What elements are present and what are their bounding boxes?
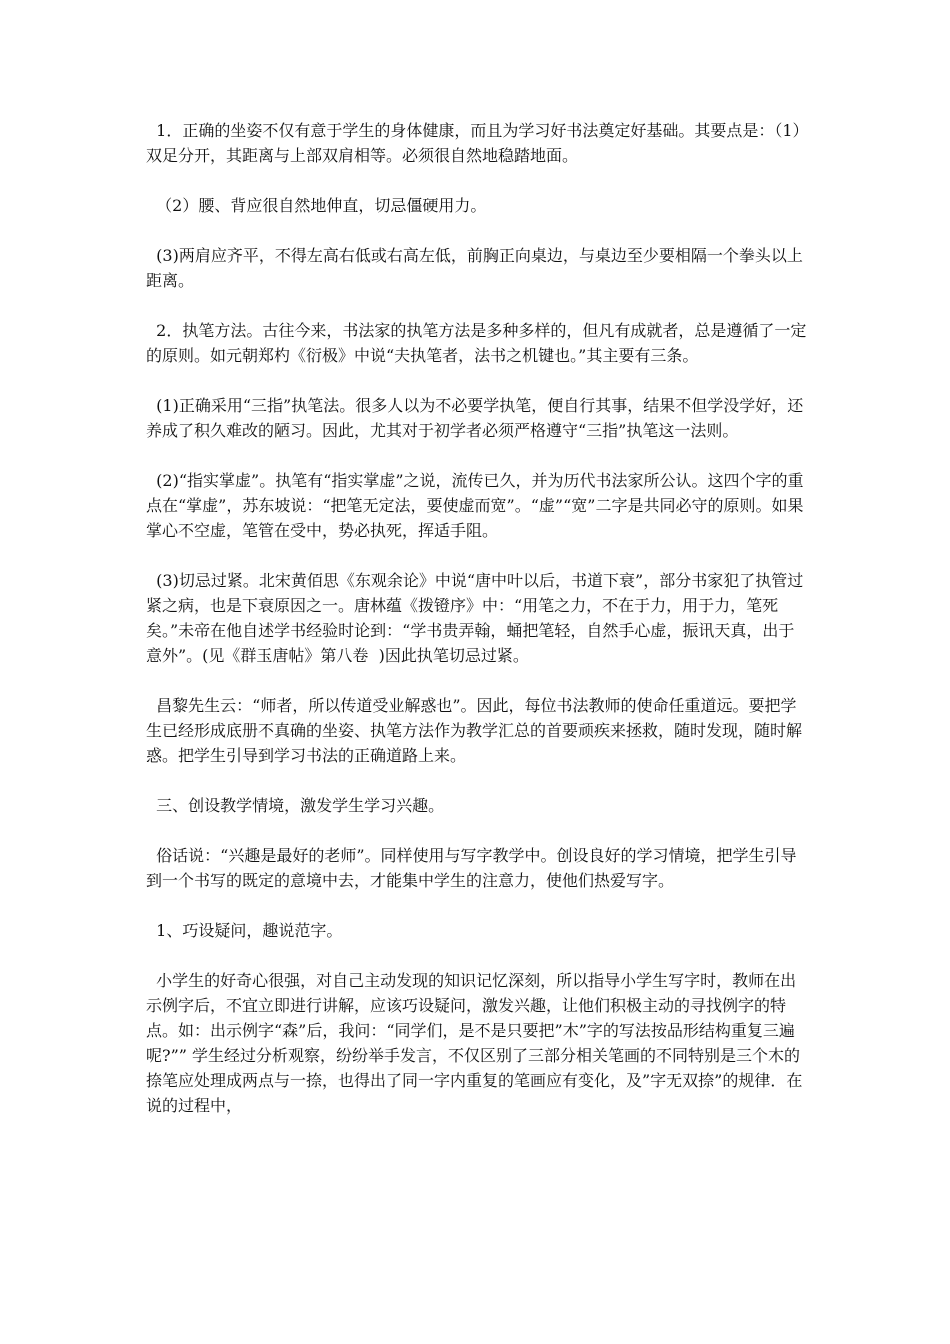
paragraph-sitting-posture: 1．正确的坐姿不仅有意于学生的身体健康，而且为学习好书法奠定好基础。其要点是：（1）双足分开，其距离与上部双肩相等。必须很自然地稳踏地面。: [146, 121, 809, 165]
paragraph-solid-fingers-empty-palm: (2)“指实掌虚”。执笔有“指实掌虚”之说，流传已久，并为历代书法家所公认。这四个字的重点在“掌虚”，苏东坡说：“把笔无定法，要使虚而宽”。“虚”“宽”二字是共同必守的原则。如果掌心不空虚，笔管在受中，势必执死，挥适手阻。: [146, 471, 804, 540]
paragraph-teacher-mission: 昌黎先生云：“师者，所以传道受业解惑也”。因此，每位书法教师的使命任重道远。要把学生已经形成底册不真确的坐姿、执笔方法作为教学汇总的首要顽疾来拯救，随时发现，随时解惑。把学生引导到学习书法的正确道路上来。: [146, 696, 803, 765]
paragraph-waist-back: （2）腰、背应很自然地伸直，切忌僵硬用力。: [146, 196, 487, 215]
paragraph-interest-teacher: 俗话说：“兴趣是最好的老师”。同样使用与写字教学中。创设良好的学习情境，把学生引导到一个书写的既定的意境中去，才能集中学生的注意力，使他们热爱写字。: [146, 846, 797, 890]
subheading-clever-questions: 1、巧设疑问，趣说范字。: [146, 921, 343, 940]
paragraph-shoulders: (3)两肩应齐平，不得左高右低或右高左低，前胸正向桌边，与桌边至少要相隔一个拳头以上距离。: [146, 246, 803, 290]
paragraph-three-finger-method: (1)正确采用“三指”执笔法。很多人以为不必要学执笔，便自行其事，结果不但学没学好，还养成了积久难改的陋习。因此，尤其对于初学者必须严格遵守“三指”执笔这一法则。: [146, 396, 804, 440]
paragraph-brush-holding-method: 2．执笔方法。古往今来，书法家的执笔方法是多种多样的，但凡有成就者，总是遵循了一定的原则。如元朝郑杓《衍极》中说“夫执笔者，法书之机键也。”其主要有三条。: [146, 321, 807, 365]
document-body: [146, 118, 810, 1118]
paragraph-avoid-tight-grip: (3)切忌过紧。北宋黄佰思《东观余论》中说“唐中叶以后，书道下衰”，部分书家犯了执管过紧之病，也是下衰原因之一。唐林蕴《拨镫序》中：“用笔之力，不在于力，用于力，笔死矣。”未帝在他自述学书经验时论到：“学书贵弄翰，蛹把笔轻，自然手心虚，振讯天真，出于意外”。(见《群玉唐帖》第八卷 )因此执笔切忌过紧。: [146, 571, 804, 665]
section-heading-teaching-context: 三、创设教学情境，激发学生学习兴趣。: [146, 796, 445, 815]
paragraph-curiosity-example: 小学生的好奇心很强，对自己主动发现的知识记忆深刻，所以指导小学生写字时，教师在出示例字后，不宜立即进行讲解，应该巧设疑问，激发兴趣，让他们积极主动的寻找例字的特点。如：出示例字“森”后，我问：“同学们，是不是只要把”木”字的写法按品形结构重复三遍呢?”” 学生经过分析观察，纷纷举手发言，不仅区别了三部分相关笔画的不同特别是三个木的捺笔应处理成两点与一捺，也得出了同一字内重复的笔画应有变化，及”字无双捺”的规律．在说的过程中，: [146, 971, 803, 1115]
